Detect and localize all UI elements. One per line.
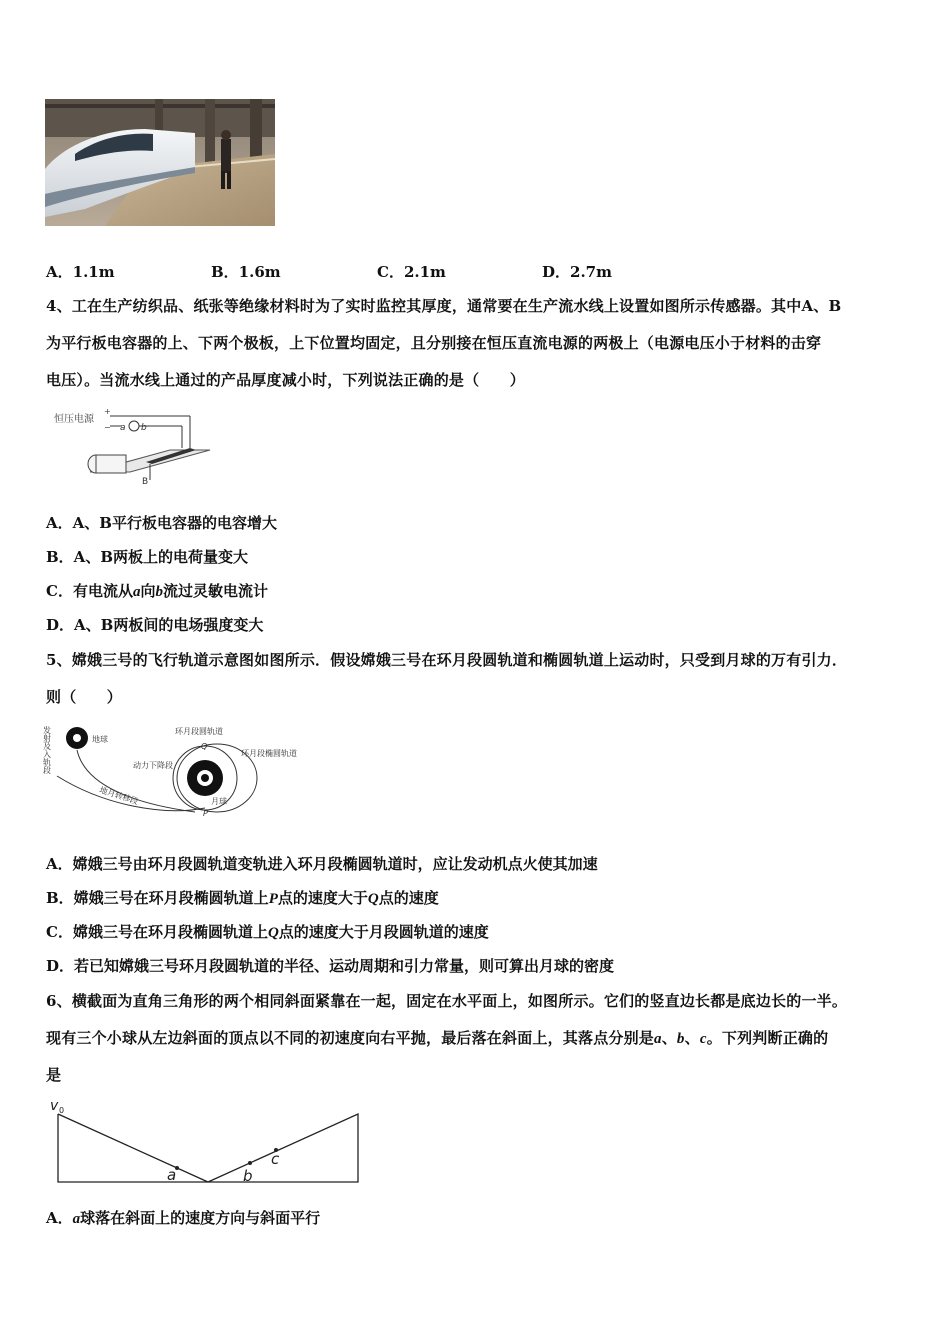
q3-option-a: A．1.1m — [46, 263, 115, 281]
q4-option-b: B．A、B两板上的电荷量变大 — [46, 548, 248, 566]
q4-option-d: D．A、B两板间的电场强度变大 — [46, 616, 264, 634]
q5-option-c: C．嫦娥三号在环月段椭圆轨道上Q点的速度大于月段圆轨道的速度 — [46, 923, 489, 941]
power-label: 恒压电源 — [54, 414, 94, 425]
q5-orbit-figure — [42, 716, 310, 820]
q6-option-a: A．a球落在斜面上的速度方向与斜面平行 — [46, 1209, 321, 1227]
svg-text:0: 0 — [59, 1106, 65, 1115]
svg-text:地月转移段: 地月转移段 — [98, 785, 140, 807]
q4-option-c: C．有电流从a向b流过灵敏电流计 — [46, 582, 268, 600]
svg-text:c: c — [271, 1150, 280, 1168]
svg-text:b: b — [243, 1167, 253, 1185]
svg-text:月球: 月球 — [211, 797, 227, 806]
q3-option-d: D．2.7m — [542, 263, 612, 281]
svg-text:动力下降段: 动力下降段 — [133, 761, 173, 770]
launch-label: 发射及入轨段 — [42, 726, 52, 774]
svg-text:Q: Q — [201, 742, 208, 751]
svg-text:v: v — [50, 1098, 59, 1114]
q5-option-d: D．若已知嫦娥三号环月段圆轨道的半径、运动周期和引力常量，则可算出月球的密度 — [46, 957, 615, 975]
q4-stem-line-2: 为平行板电容器的上、下两个极板，上下位置均固定，且分别接在恒压直流电源的两极上（电源电压小于材料的击穿 — [46, 334, 822, 352]
svg-text:a: a — [120, 423, 126, 433]
q5-stem-line-1: 5、嫦娥三号的飞行轨道示意图如图所示．假设嫦娥三号在环月段圆轨道和椭圆轨道上运动时，只受到月球的万有引力． — [46, 651, 848, 669]
svg-text:a: a — [167, 1166, 177, 1184]
svg-text:环月段圆轨道: 环月段圆轨道 — [175, 727, 223, 736]
q5-stem-line-2: 则（ ） — [46, 688, 123, 706]
train-photo — [45, 99, 275, 226]
q4-stem-line-3: 电压）。当流水线上通过的产品厚度减小时，下列说法正确的是（ ） — [46, 371, 525, 389]
q4-option-a: A．A、B平行板电容器的电容增大 — [46, 514, 277, 532]
galvanometer-icon — [129, 421, 139, 431]
high-speed-train-image — [45, 99, 275, 226]
q6-inclines-figure — [46, 1094, 366, 1188]
svg-text:环月段椭圆轨道: 环月段椭圆轨道 — [241, 749, 297, 758]
q5-option-b: B．嫦娥三号在环月段椭圆轨道上P点的速度大于Q点的速度 — [46, 889, 439, 907]
svg-text:P: P — [203, 809, 208, 818]
q6-stem-line-3: 是 — [46, 1066, 62, 1084]
q5-option-a: A．嫦娥三号由环月段圆轨道变轨进入环月段椭圆轨道时，应让发动机点火使其加速 — [46, 855, 598, 873]
q4-stem-line-1: 4、工在生产纺织品、纸张等绝缘材料时为了实时监控其厚度，通常要在生产流水线上设置如图所示传感器。其中A、B — [46, 297, 842, 315]
svg-text:+: + — [104, 407, 111, 416]
q3-option-c: C．2.1m — [377, 263, 446, 281]
svg-text:−: − — [104, 423, 111, 432]
q6-stem-line-1: 6、横截面为直角三角形的两个相同斜面紧靠在一起，固定在水平面上，如图所示。它们的竖直边长都是底边长的一半。 — [46, 992, 848, 1010]
svg-text:b: b — [141, 423, 147, 433]
q3-option-b: B．1.6m — [211, 263, 281, 281]
q6-stem-line-2: 现有三个小球从左边斜面的顶点以不同的初速度向右平抛，最后落在斜面上，其落点分别是a、b、c。下列判断正确的 — [46, 1029, 829, 1047]
svg-text:B: B — [142, 477, 149, 487]
svg-text:地球: 地球 — [92, 735, 108, 744]
point-b — [248, 1161, 252, 1165]
q4-sensor-figure — [50, 406, 220, 486]
